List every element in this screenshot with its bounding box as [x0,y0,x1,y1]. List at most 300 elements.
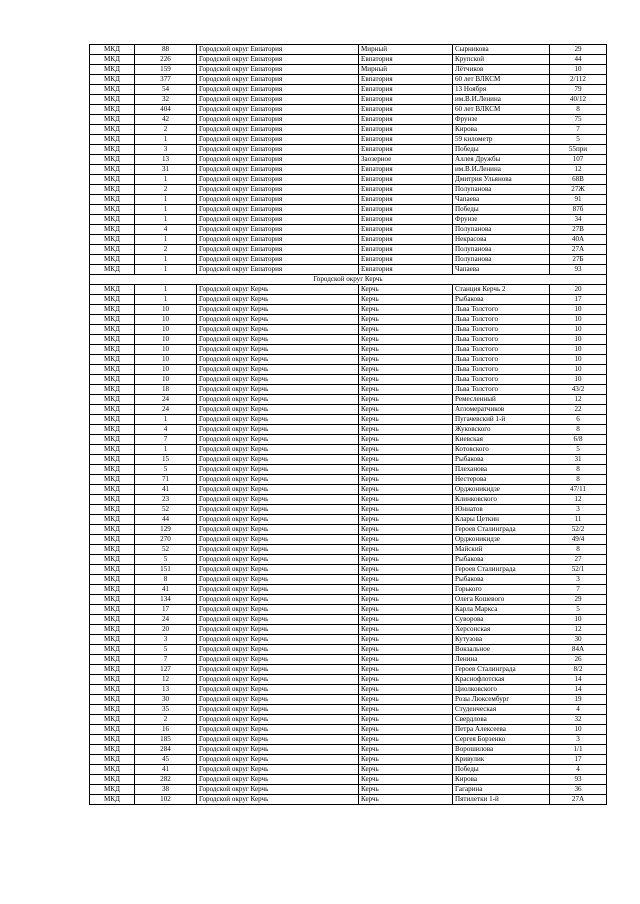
house-number-cell: 27А [550,245,607,255]
locality-cell: Евпатория [359,215,453,225]
house-number-cell: 3 [550,505,607,515]
count-cell: 1 [135,295,197,305]
municipality-cell: Городской округ Евпатория [197,105,359,115]
house-number-cell: 12 [550,165,607,175]
house-number-cell: 5 [550,605,607,615]
building-type-cell: МКД [90,95,135,105]
building-type-cell: МКД [90,735,135,745]
locality-cell: Керчь [359,735,453,745]
table-row [90,785,607,795]
municipality-cell: Городской округ Керчь [197,365,359,375]
house-number-cell: 52/2 [550,525,607,535]
building-type-cell: МКД [90,355,135,365]
building-type-cell: МКД [90,785,135,795]
street-cell: Рыбакова [453,455,550,465]
street-cell: Полупанова [453,245,550,255]
municipality-cell: Городской округ Керчь [197,505,359,515]
building-type-cell: МКД [90,335,135,345]
street-cell: им.В.И.Ленина [453,95,550,105]
street-cell: Крупской [453,55,550,65]
locality-cell: Керчь [359,755,453,765]
street-cell: Льва Толстого [453,385,550,395]
house-number-cell: 29 [550,45,607,55]
municipality-cell: Городской округ Керчь [197,325,359,335]
table-row [90,305,607,315]
municipality-cell: Городской округ Евпатория [197,85,359,95]
municipality-cell: Городской округ Евпатория [197,225,359,235]
house-number-cell: 49/4 [550,535,607,545]
house-number-cell: 7 [550,585,607,595]
count-cell: 24 [135,395,197,405]
building-type-cell: МКД [90,545,135,555]
house-number-cell: 5 [550,445,607,455]
municipality-cell: Городской округ Керчь [197,385,359,395]
building-type-cell: МКД [90,235,135,245]
house-number-cell: 14 [550,675,607,685]
building-type-cell: МКД [90,555,135,565]
table-row [90,485,607,495]
table-row [90,655,607,665]
count-cell: 185 [135,735,197,745]
street-cell: Сырникова [453,45,550,55]
locality-cell: Евпатория [359,205,453,215]
house-number-cell: 8 [550,105,607,115]
locality-cell: Керчь [359,495,453,505]
table-row [90,735,607,745]
municipality-cell: Городской округ Керчь [197,295,359,305]
locality-cell: Керчь [359,615,453,625]
table-row [90,565,607,575]
locality-cell: Керчь [359,305,453,315]
locality-cell: Евпатория [359,235,453,245]
street-cell: Ремесленный [453,395,550,405]
count-cell: 23 [135,495,197,505]
house-number-cell: 8 [550,465,607,475]
building-type-cell: МКД [90,105,135,115]
building-type-cell: МКД [90,515,135,525]
municipality-cell: Городской округ Евпатория [197,165,359,175]
building-type-cell: МКД [90,305,135,315]
house-number-cell: 17 [550,295,607,305]
municipality-cell: Городской округ Керчь [197,545,359,555]
municipality-cell: Городской округ Евпатория [197,245,359,255]
locality-cell: Керчь [359,765,453,775]
street-cell: Льва Толстого [453,315,550,325]
locality-cell: Керчь [359,675,453,685]
municipality-cell: Городской округ Керчь [197,655,359,665]
locality-cell: Евпатория [359,125,453,135]
table-row [90,365,607,375]
municipality-cell: Городской округ Керчь [197,665,359,675]
table-row [90,595,607,605]
table-row [90,465,607,475]
building-type-cell: МКД [90,505,135,515]
table-row [90,395,607,405]
building-type-cell: МКД [90,685,135,695]
locality-cell: Керчь [359,715,453,725]
locality-cell: Керчь [359,515,453,525]
building-type-cell: МКД [90,795,135,805]
count-cell: 2 [135,245,197,255]
house-number-cell: 3 [550,735,607,745]
table-row [90,685,607,695]
street-cell: Ленина [453,655,550,665]
count-cell: 10 [135,335,197,345]
building-type-cell: МКД [90,75,135,85]
municipality-cell: Городской округ Керчь [197,565,359,575]
locality-cell: Евпатория [359,225,453,235]
house-number-cell: 10 [550,345,607,355]
locality-cell: Керчь [359,445,453,455]
house-number-cell: 7 [550,125,607,135]
building-type-cell: МКД [90,265,135,275]
building-type-cell: МКД [90,115,135,125]
building-type-cell: МКД [90,255,135,265]
street-cell: Станция Керчь 2 [453,285,550,295]
table-row [90,635,607,645]
locality-cell: Керчь [359,455,453,465]
building-type-cell: МКД [90,495,135,505]
locality-cell: Евпатория [359,135,453,145]
house-number-cell: 22 [550,405,607,415]
locality-cell: Евпатория [359,75,453,85]
street-cell: Майский [453,545,550,555]
municipality-cell: Городской округ Керчь [197,465,359,475]
building-type-cell: МКД [90,175,135,185]
count-cell: 42 [135,115,197,125]
house-number-cell: 27 [550,555,607,565]
table-row [90,435,607,445]
building-type-cell: МКД [90,765,135,775]
municipality-cell: Городской округ Керчь [197,785,359,795]
table-row [90,155,607,165]
municipality-cell: Городской округ Керчь [197,525,359,535]
table-row [90,445,607,455]
municipality-cell: Городской округ Евпатория [197,135,359,145]
street-cell: Жуковского [453,425,550,435]
table-row [90,725,607,735]
house-number-cell: 10 [550,725,607,735]
street-cell: Льва Толстого [453,345,550,355]
municipality-cell: Городской округ Керчь [197,685,359,695]
municipality-cell: Городской округ Керчь [197,405,359,415]
locality-cell: Керчь [359,555,453,565]
count-cell: 10 [135,325,197,335]
locality-cell: Евпатория [359,245,453,255]
table-row [90,45,607,55]
municipality-cell: Городской округ Керчь [197,675,359,685]
municipality-cell: Городской округ Евпатория [197,65,359,75]
count-cell: 1 [135,205,197,215]
building-type-cell: МКД [90,155,135,165]
locality-cell: Керчь [359,485,453,495]
locality-cell: Керчь [359,595,453,605]
count-cell: 4 [135,425,197,435]
locality-cell: Керчь [359,635,453,645]
building-type-cell: МКД [90,125,135,135]
street-cell: Рыбакова [453,555,550,565]
count-cell: 377 [135,75,197,85]
table-row [90,475,607,485]
street-cell: Агломератчиков [453,405,550,415]
table-row [90,505,607,515]
building-type-cell: МКД [90,185,135,195]
house-number-cell: 11 [550,515,607,525]
street-cell: Краснофлотская [453,675,550,685]
table-row [90,605,607,615]
locality-cell: Керчь [359,465,453,475]
locality-cell: Керчь [359,425,453,435]
table-row [90,675,607,685]
house-number-cell: 47/11 [550,485,607,495]
count-cell: 45 [135,755,197,765]
locality-cell: Керчь [359,565,453,575]
locality-cell: Мирный [359,65,453,75]
count-cell: 159 [135,65,197,75]
locality-cell: Евпатория [359,95,453,105]
municipality-cell: Городской округ Евпатория [197,55,359,65]
municipality-cell: Городской округ Керчь [197,625,359,635]
count-cell: 41 [135,585,197,595]
count-cell: 10 [135,315,197,325]
house-number-cell: 10 [550,615,607,625]
count-cell: 270 [135,535,197,545]
table-row [90,205,607,215]
building-type-cell: МКД [90,655,135,665]
locality-cell: Керчь [359,295,453,305]
building-type-cell: МКД [90,575,135,585]
count-cell: 7 [135,655,197,665]
municipality-cell: Городской округ Керчь [197,375,359,385]
house-number-cell: 2/112 [550,75,607,85]
building-type-cell: МКД [90,485,135,495]
table-row [90,195,607,205]
table-row [90,245,607,255]
count-cell: 10 [135,365,197,375]
table-row [90,705,607,715]
house-number-cell: 12 [550,395,607,405]
municipality-cell: Городской округ Керчь [197,475,359,485]
house-number-cell: 27В [550,225,607,235]
count-cell: 30 [135,695,197,705]
count-cell: 2 [135,715,197,725]
street-cell: Героев Сталинграда [453,665,550,675]
table-row [90,325,607,335]
locality-cell: Керчь [359,585,453,595]
municipality-cell: Городской округ Керчь [197,735,359,745]
street-cell: 60 лет ВЛКСМ [453,75,550,85]
building-type-cell: МКД [90,45,135,55]
count-cell: 284 [135,745,197,755]
house-number-cell: 27А [550,795,607,805]
locality-cell: Керчь [359,335,453,345]
street-cell: Льва Толстого [453,305,550,315]
building-type-cell: МКД [90,435,135,445]
count-cell: 12 [135,675,197,685]
house-number-cell: 91 [550,195,607,205]
count-cell: 1 [135,135,197,145]
building-type-cell: МКД [90,465,135,475]
house-number-cell: 68В [550,175,607,185]
locality-cell: Евпатория [359,185,453,195]
table-row [90,125,607,135]
building-type-cell: МКД [90,585,135,595]
street-cell: Плеханова [453,465,550,475]
building-type-cell: МКД [90,635,135,645]
municipality-cell: Городской округ Евпатория [197,175,359,185]
locality-cell: Евпатория [359,165,453,175]
locality-cell: Керчь [359,685,453,695]
table-row [90,755,607,765]
locality-cell: Евпатория [359,85,453,95]
count-cell: 35 [135,705,197,715]
table-row [90,695,607,705]
table-row [90,265,607,275]
street-cell: Героев Сталинграда [453,565,550,575]
count-cell: 32 [135,95,197,105]
table-row [90,455,607,465]
table-row [90,375,607,385]
house-number-cell: 12 [550,625,607,635]
building-type-cell: МКД [90,195,135,205]
street-cell: Ворошилова [453,745,550,755]
street-cell: Льва Толстого [453,325,550,335]
building-type-cell: МКД [90,245,135,255]
locality-cell: Керчь [359,525,453,535]
locality-cell: Керчь [359,705,453,715]
count-cell: 226 [135,55,197,65]
street-cell: Льва Толстого [453,375,550,385]
table-row [90,65,607,75]
house-number-cell: 93 [550,775,607,785]
locality-cell: Керчь [359,625,453,635]
building-type-cell: МКД [90,135,135,145]
count-cell: 151 [135,565,197,575]
building-type-cell: МКД [90,225,135,235]
locality-cell: Керчь [359,415,453,425]
house-number-cell: 107 [550,155,607,165]
locality-cell: Керчь [359,535,453,545]
street-cell: Горького [453,585,550,595]
house-number-cell: 40А [550,235,607,245]
table-row [90,795,607,805]
street-cell: 59 километр [453,135,550,145]
table-row [90,575,607,585]
street-cell: Полупанова [453,185,550,195]
house-number-cell: 32 [550,715,607,725]
building-type-cell: МКД [90,295,135,305]
count-cell: 1 [135,235,197,245]
count-cell: 71 [135,475,197,485]
street-cell: Херсонская [453,625,550,635]
count-cell: 5 [135,645,197,655]
street-cell: Олега Кошевого [453,595,550,605]
locality-cell: Керчь [359,375,453,385]
count-cell: 2 [135,125,197,135]
table-row [90,225,607,235]
house-number-cell: 36 [550,785,607,795]
locality-cell: Керчь [359,315,453,325]
house-number-cell: 84А [550,645,607,655]
building-type-cell: МКД [90,55,135,65]
municipality-cell: Городской округ Евпатория [197,185,359,195]
table-row [90,175,607,185]
house-number-cell: 4 [550,705,607,715]
street-cell: Полупанова [453,255,550,265]
municipality-cell: Городской округ Керчь [197,395,359,405]
locality-cell: Евпатория [359,265,453,275]
house-number-cell: 27Ж [550,185,607,195]
municipality-cell: Городской округ Евпатория [197,115,359,125]
house-number-cell: 5 [550,135,607,145]
table-row [90,625,607,635]
street-cell: Орджоникидзе [453,485,550,495]
house-number-cell: 93 [550,265,607,275]
table-row [90,135,607,145]
municipality-cell: Городской округ Керчь [197,575,359,585]
building-type-cell: МКД [90,615,135,625]
street-cell: Клары Цеткин [453,515,550,525]
street-cell: Кутузова [453,635,550,645]
house-number-cell: 44 [550,55,607,65]
house-number-cell: 75 [550,115,607,125]
municipality-cell: Городской округ Евпатория [197,155,359,165]
locality-cell: Керчь [359,285,453,295]
municipality-cell: Городской округ Евпатория [197,235,359,245]
locality-cell: Керчь [359,575,453,585]
building-type-cell: МКД [90,755,135,765]
count-cell: 18 [135,385,197,395]
municipality-cell: Городской округ Керчь [197,605,359,615]
count-cell: 7 [135,435,197,445]
street-cell: Пятилетки 1-й [453,795,550,805]
municipality-cell: Городской округ Евпатория [197,255,359,265]
street-cell: Рыбакова [453,575,550,585]
building-type-cell: МКД [90,165,135,175]
count-cell: 31 [135,165,197,175]
municipality-cell: Городской округ Керчь [197,695,359,705]
table-row [90,85,607,95]
house-number-cell: 19 [550,695,607,705]
house-number-cell: 8 [550,545,607,555]
table-row [90,215,607,225]
building-type-cell: МКД [90,445,135,455]
table-row [90,425,607,435]
locality-cell: Керчь [359,505,453,515]
table-row [90,285,607,295]
locality-cell: Евпатория [359,145,453,155]
table-body [90,45,607,805]
municipality-cell: Городской округ Керчь [197,715,359,725]
municipality-cell: Городской округ Керчь [197,595,359,605]
street-cell: Петра Алексеева [453,725,550,735]
building-type-cell: МКД [90,605,135,615]
municipality-cell: Городской округ Евпатория [197,125,359,135]
street-cell: Юннатов [453,505,550,515]
count-cell: 88 [135,45,197,55]
building-type-cell: МКД [90,775,135,785]
locality-cell: Керчь [359,645,453,655]
building-type-cell: МКД [90,325,135,335]
municipality-cell: Городской округ Керчь [197,645,359,655]
street-cell: Орджоникидзе [453,535,550,545]
locality-cell: Евпатория [359,105,453,115]
street-cell: Вокзальное [453,645,550,655]
street-cell: Клинковского [453,495,550,505]
locality-cell: Керчь [359,695,453,705]
municipality-cell: Городской округ Керчь [197,445,359,455]
house-number-cell: 79 [550,85,607,95]
